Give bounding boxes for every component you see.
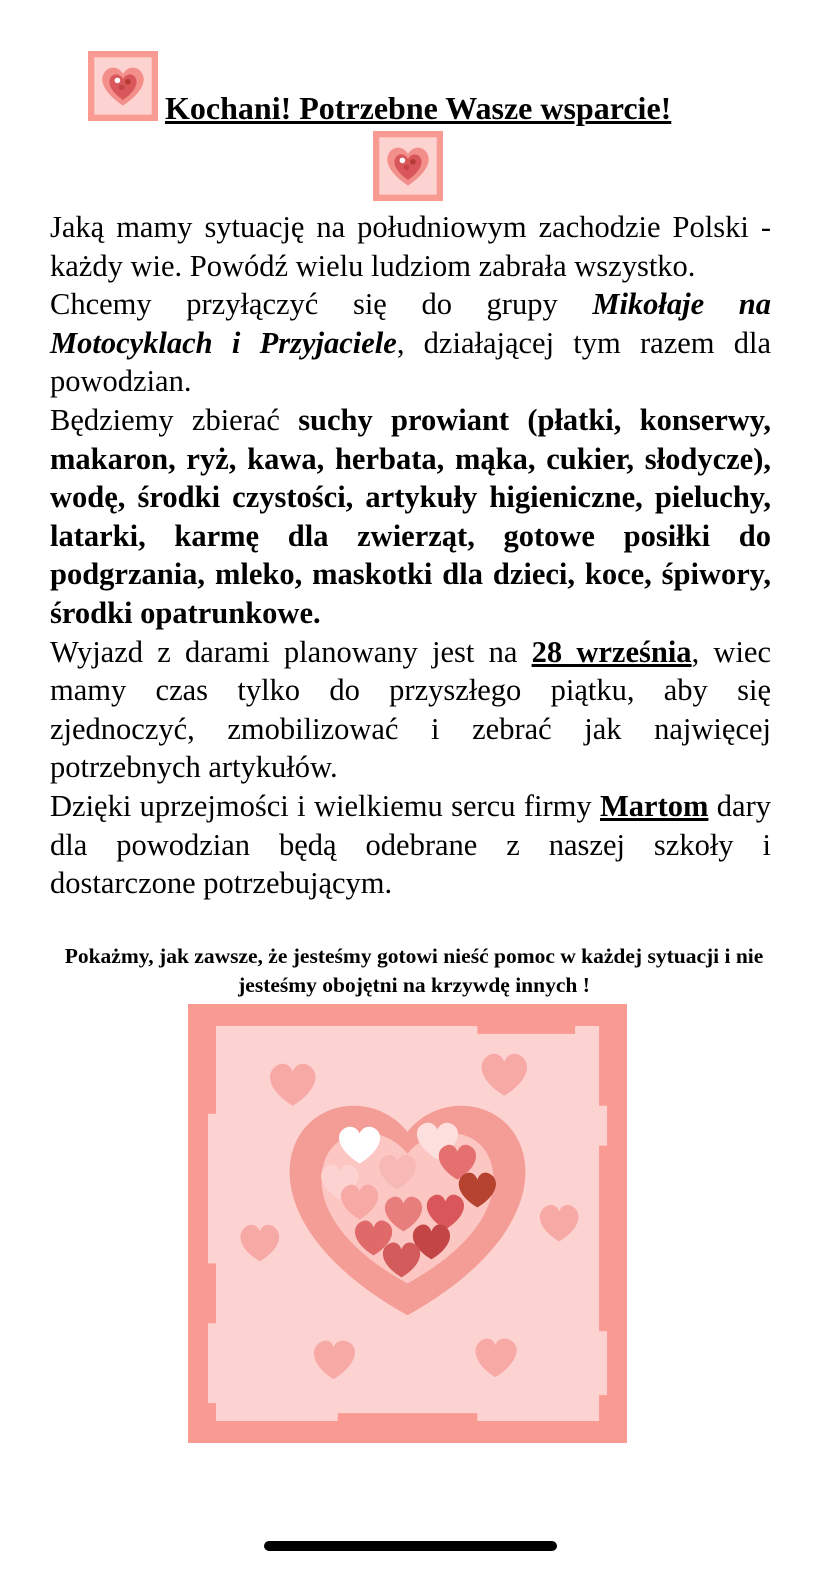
closing-message: Pokażmy, jak zawsze, że jesteśmy gotowi nieść pomoc w każdej sytuacji i nie jesteśmy obojętni na krzywdę innych !: [64, 944, 764, 997]
group-name: Mikołaje na Motocyklach i Przyjaciele: [50, 287, 772, 360]
departure-date: 28 września: [531, 634, 692, 669]
paragraph-departure-text: Wyjazd z darami planowany jest na: [50, 634, 532, 669]
items-list: suchy prowiant (płatki, konserwy, makaron, ryż, kawa, herbata, mąka, cukier, słodycze), wodę, środki czystości, artykuły higieniczne, pieluchy, latarki, karmę dla zwierząt, gotowe posiłki do podgrzania, mleko, maskotki dla dzieci, koce, śpiwory, środki opatrunkowe.: [50, 402, 771, 630]
paragraph-situation-text: Jaką mamy sytuację na południowym zachodzie Polski - każdy wie. Powódź wielu ludziom zabrała wszystko.: [50, 210, 771, 283]
heart-collage-icon: [188, 1004, 627, 1443]
paragraph-group-text: Chcemy przyłączyć się do grupy: [50, 287, 593, 322]
heart-tile-icon: [88, 51, 158, 121]
paragraph-situation: [50, 208, 771, 285]
page-title: Kochani! Potrzebne Wasze wsparcie!: [165, 90, 672, 126]
appeal-body: [50, 208, 771, 903]
paragraph-sponsor: [50, 787, 771, 903]
paragraph-items-intro: Będziemy zbierać: [50, 402, 299, 437]
paragraph-departure-text-end: , wiec mamy czas tylko do przyszłego piątku, aby się zjednoczyć, zmobilizować i zebrać jak najwięcej potrzebnych artykułów.: [50, 634, 772, 785]
heart-tile-icon: [373, 131, 443, 201]
paragraph-departure: [50, 633, 771, 787]
paragraph-sponsor-text: Dzięki uprzejmości i wielkiemu sercu firmy: [50, 788, 601, 823]
paragraph-group: [50, 285, 771, 401]
paragraph-sponsor-text-end: dary dla powodzian będą odebrane z naszej szkoły i dostarczone potrzebującym.: [50, 788, 771, 901]
home-indicator[interactable]: [264, 1541, 557, 1551]
sponsor-name: Martom: [600, 788, 709, 823]
paragraph-group-text-end: , działającej tym razem dla powodzian.: [50, 325, 771, 399]
paragraph-items: [50, 401, 771, 633]
